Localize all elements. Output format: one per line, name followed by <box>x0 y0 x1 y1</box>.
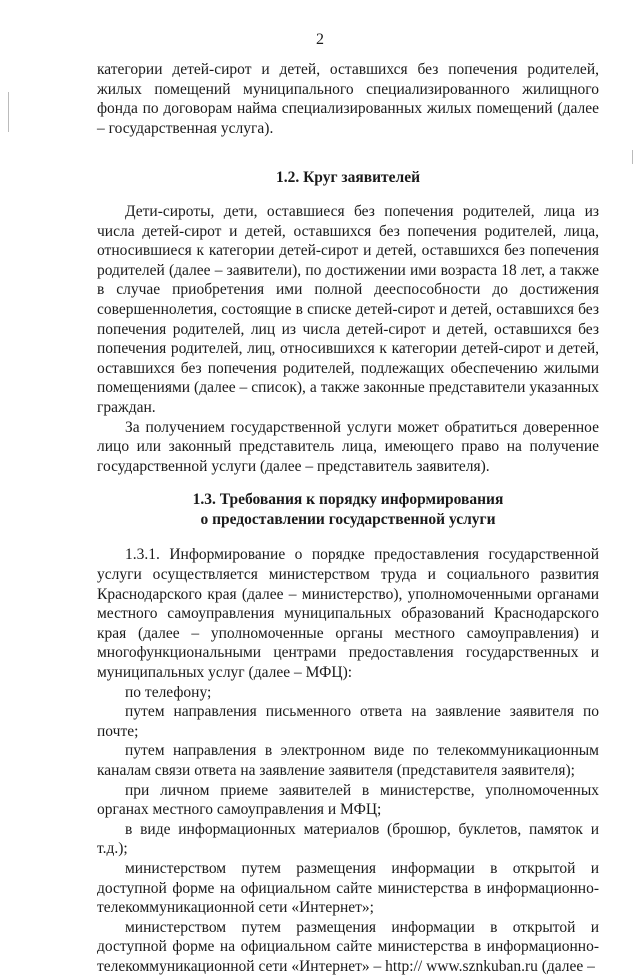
section-1-3-list-item: по телефону; <box>125 683 212 701</box>
section-1-3-list-item: путем направления в электронном виде по телекоммуникационным каналам связи ответа на заявление заявителя (представителя заявителя); <box>97 742 599 779</box>
scan-margin-mark <box>632 150 633 164</box>
section-1-3-list-item: путем направления письменного ответа на заявление заявителя по почте; <box>97 703 599 740</box>
intro-paragraph: категории детей-сирот и детей, оставшихся без попечения родителей, жилых помещений муниципального специализированного жилищного фонда по договорам найма специализированных жилых помещений (далее – государственная услуга). <box>97 61 599 137</box>
section-1-3-list-item: министерством путем размещения информации в открытой и доступной форме на официальном сайте министерства в информационно-телекоммуникационной сети «Интернет»; <box>97 859 599 917</box>
section-1-3-title <box>97 490 599 529</box>
page-number: 2 <box>316 31 324 48</box>
section-1-2-paragraph: За получением государственной услуги может обратиться доверенное лицо или законный представитель лица, имеющего право на получение государственной услуги (далее – представитель заявителя). <box>97 418 599 475</box>
section-1-2-title: 1.2. Круг заявителей <box>275 169 421 187</box>
section-1-3-title-line: 1.3. Требования к порядку информирования <box>192 491 504 509</box>
scan-margin-mark <box>8 92 9 132</box>
section-1-3-list-item: в виде информационных материалов (брошюр, буклетов, памяток и т.д.); <box>97 820 599 858</box>
document-body <box>97 60 599 977</box>
section-1-2-paragraph: Дети-сироты, дети, оставшиеся без попечения родителей, лица из числа детей-сирот и детей, оставшихся без попечения родителей, лица, относившиеся к категории детей-сирот и детей, оставшихся без попечения родителей (далее – заявители), по достижении ими возраста 18 лет, а также в случае приобретения ими полной дееспособности до достижения совершеннолетия, состоящие в списке детей-сирот и детей, оставшихся без попечения родителей, лиц из числа детей-сирот и детей, оставшихся без попечения родителей, лиц, относившихся к категории детей-сирот и детей, оставшихся без попечения родителей, подлежащих обеспечению жилыми помещениями (далее – список), а также законные представители указанных граждан. <box>97 202 599 416</box>
section-1-3-list-item: министерством путем размещения информации в открытой и доступной форме на официальном сайте министерства в информационно-телекоммуникационной сети «Интернет» – http:// www.sznkuban.ru (далее – <box>97 918 599 975</box>
section-1-3-paragraph: 1.3.1. Информирование о порядке предоставления государственной услуги осуществляется министерством труда и социального развития Краснодарского края (далее – министерство), уполномоченными органами местного самоуправления муниципальных образований Краснодарского края (далее – уполномоченные органы местного самоуправления) и многофункциональными центрами предоставления государственных и муниципальных услуг (далее – МФЦ): <box>97 546 599 682</box>
section-1-3-list-item: при личном приеме заявителей в министерстве, уполномоченных органах местного самоуправления и МФЦ; <box>97 781 599 819</box>
section-1-3-title-line: о предоставлении государственной услуги <box>200 510 496 528</box>
